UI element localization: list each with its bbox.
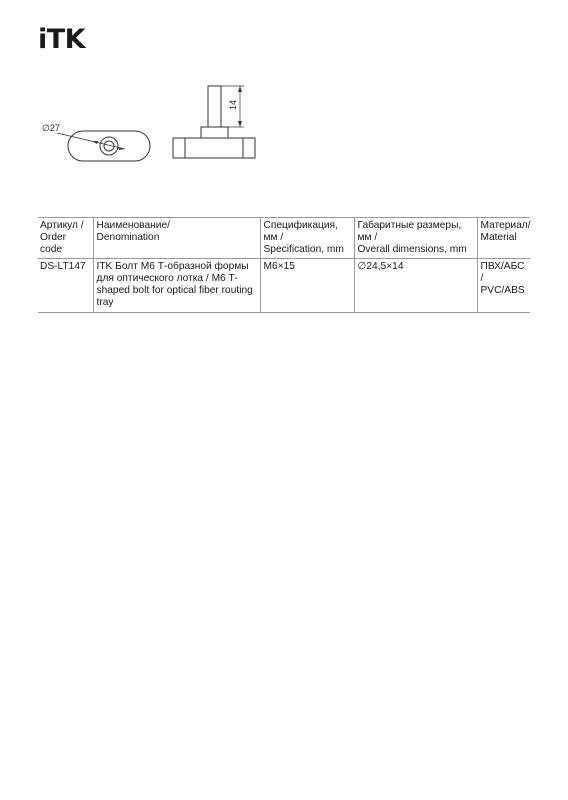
diameter-label: ∅27 <box>42 123 60 133</box>
table-row <box>38 259 530 313</box>
bolt-stem <box>208 86 221 127</box>
technical-drawing <box>0 0 568 200</box>
side-view <box>173 86 255 158</box>
dim-arrow-bottom <box>238 121 242 127</box>
header-denomination: Наименование/ Denomination <box>93 218 260 259</box>
table-header-row <box>38 218 530 259</box>
outer-hole <box>100 137 118 155</box>
cell-order-code: DS-LT147 <box>38 259 93 313</box>
header-order-code: Артикул / Order code <box>38 218 93 259</box>
header-dimensions: Габаритные размеры, мм / Overall dimensions, mm <box>354 218 477 259</box>
oval-outline <box>68 131 150 161</box>
cell-denomination: ITK Болт М6 Т-образной формы для оптического лотка / М6 T-shaped bolt for optical fiber routing tray <box>93 259 260 313</box>
itk-logo: iTK <box>38 24 86 55</box>
cell-dimensions: ∅24,5×14 <box>354 259 477 313</box>
height-label: 14 <box>228 99 238 110</box>
bolt-collar <box>201 127 228 138</box>
header-specification: Спецификация, мм / Specification, mm <box>260 218 354 259</box>
specification-table <box>38 217 530 313</box>
cell-material: ПВХ/АБС / PVC/ABS <box>477 259 530 313</box>
arrow-head-left <box>92 141 98 144</box>
cell-specification: М6×15 <box>260 259 354 313</box>
header-material: Материал/ Material <box>477 218 530 259</box>
top-view <box>57 131 150 161</box>
diameter-leader <box>57 133 125 149</box>
dim-arrow-top <box>238 86 242 92</box>
